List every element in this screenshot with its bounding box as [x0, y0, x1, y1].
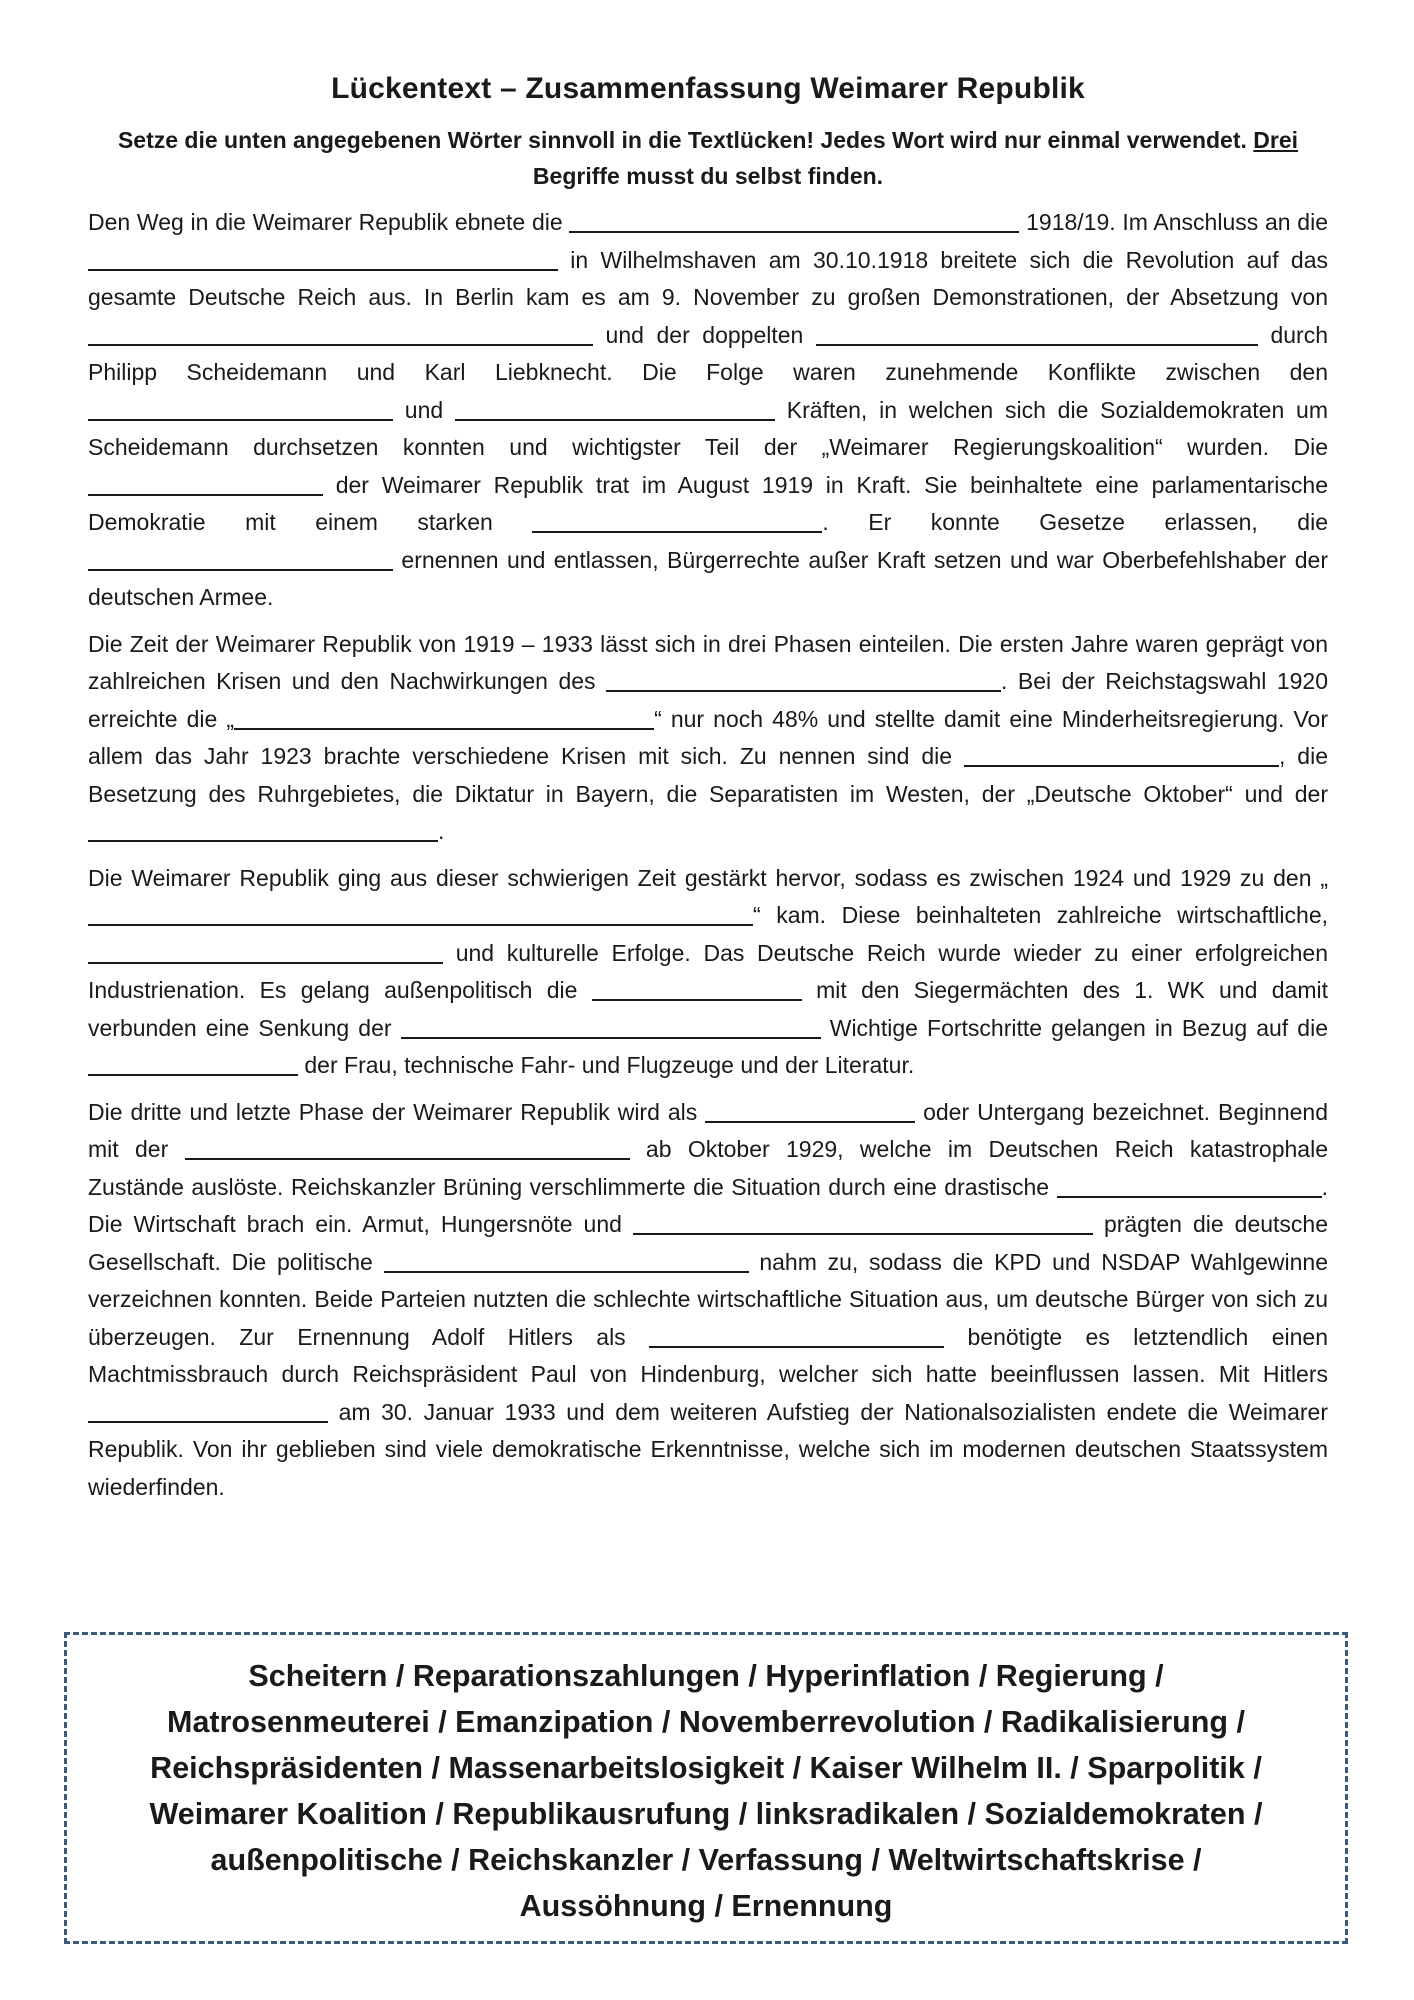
text-segment: Die dritte und letzte Phase der Weimarer Republik wird als [88, 1098, 706, 1125]
instruction-text: Setze die unten angegebenen Wörter sinnvoll in die Textlücken! Jedes Wort wird nur einmal verwendet. [117, 127, 1254, 153]
text-segment: Kräften, in welchen sich die Sozialdemokraten um Scheidemann durchsetzen konnten und wichtigster Teil der „Weimarer Regierungskoalition“ wurden. Die [88, 396, 1328, 460]
text-segment: mit den Siegermächten des 1. WK und damit verbunden eine Senkung der [88, 977, 1328, 1041]
word-bank-line: Aussöhnung / Ernennung [519, 1889, 893, 1923]
blank[interactable] [532, 508, 822, 533]
blank[interactable] [88, 471, 323, 496]
text-segment: Den Weg in die Weimarer Republik ebnete die [88, 209, 570, 235]
text-segment: “ nur noch 48% und stellte damit eine Minderheitsregierung. Vor allem das Jahr 1923 brachte verschiedene Krisen mit sich. Zu nennen sind die [88, 705, 1328, 769]
text-segment: am 30. Januar 1933 und dem weiteren Aufstieg der Nationalsozialisten endete die Weimarer Republik. Von ihr geblieben sind viele demokratische Erkenntnisse, welche sich im modernen deutschen Staatssystem wiederfinden. [88, 1398, 1328, 1500]
blank[interactable] [816, 321, 1258, 346]
blank[interactable] [88, 546, 393, 571]
blank[interactable] [964, 742, 1279, 767]
text-segment: . Bei der Reichstagswahl 1920 erreichte die „ [88, 668, 1328, 732]
text-segment: und [393, 396, 455, 423]
blank[interactable] [88, 939, 443, 964]
paragraph-2 [88, 626, 1328, 851]
page-title: Lückentext – Zusammenfassung Weimarer Republik [331, 72, 1085, 105]
paragraph-1 [88, 204, 1328, 617]
text-segment: . [438, 818, 445, 844]
word-bank-line: Scheitern / Reparationszahlungen / Hyperinflation / Regierung / [248, 1659, 1164, 1693]
text-segment: ernennen und entlassen, Bürgerrechte außer Kraft setzen und war Oberbefehlshaber der deutschen Armee. [88, 546, 1328, 610]
text-segment: durch Philipp Scheidemann und Karl Liebknecht. Die Folge waren zunehmende Konflikte zwischen den [88, 321, 1328, 385]
blank[interactable] [88, 901, 753, 926]
text-segment: . Die Wirtschaft brach ein. Armut, Hungersnöte und [88, 1173, 1328, 1237]
paragraph-4 [88, 1094, 1328, 1507]
text-segment: und kulturelle Erfolge. Das Deutsche Reich wurde wieder zu einer erfolgreichen Industrienation. Es gelang außenpolitisch die [88, 939, 1328, 1003]
text-segment: . Er konnte Gesetze erlassen, die [822, 509, 1328, 535]
worksheet [88, 72, 1328, 1515]
instruction-underlined: Drei [1253, 127, 1299, 153]
text-segment: Wichtige Fortschritte gelangen in Bezug auf die [820, 1014, 1328, 1041]
blank[interactable] [592, 976, 802, 1001]
text-segment: , die Besetzung des Ruhrgebietes, die Diktatur in Bayern, die Separatisten im Westen, der „Deutsche Oktober“ und der [88, 743, 1328, 807]
blank[interactable] [705, 1098, 915, 1123]
word-bank-line: Matrosenmeuterei / Emanzipation / Novemberrevolution / Radikalisierung / [167, 1705, 1245, 1739]
text-segment: nahm zu, sodass die KPD und NSDAP Wahlgewinne verzeichnen konnten. Beide Parteien nutzten die schlechte wirtschaftliche Situation aus, um deutsche Bürger von sich zu überzeugen. Zur Ernennung Adolf Hitlers als [88, 1248, 1329, 1350]
text-segment: 1918/19. Im Anschluss an die [1019, 209, 1328, 235]
text-segment: der Weimarer Republik trat im August 1919 in Kraft. Sie beinhaltete eine parlamentarische Demokratie mit einem starken [88, 471, 1328, 535]
word-bank-line: außenpolitische / Reichskanzler / Verfassung / Weltwirtschaftskrise / [210, 1843, 1202, 1877]
blank[interactable] [401, 1014, 821, 1039]
blank[interactable] [88, 246, 558, 271]
blank[interactable] [88, 321, 593, 346]
paragraph-3 [88, 860, 1328, 1085]
text-segment: benötigte es letztendlich einen Machtmissbrauch durch Reichspräsident Paul von Hindenburg, welcher sich hatte beeinflussen lassen. Mit Hitlers [88, 1323, 1328, 1387]
text-segment: Die Zeit der Weimarer Republik von 1919 – 1933 lässt sich in drei Phasen einteilen. Die ersten Jahre waren geprägt von zahlreichen Krisen und den Nachwirkungen des [88, 630, 1328, 694]
blank[interactable] [384, 1248, 749, 1273]
blank[interactable] [88, 1398, 328, 1423]
word-bank-line: Weimarer Koalition / Republikausrufung / linksradikalen / Sozialdemokraten / [149, 1797, 1263, 1831]
blank[interactable] [569, 208, 1019, 233]
blank[interactable] [455, 396, 775, 421]
text-segment: ab Oktober 1929, welche im Deutschen Reich katastrophale Zustände auslöste. Reichskanzler Brüning verschlimmerte die Situation durch eine drastische [88, 1136, 1328, 1200]
blank[interactable] [606, 667, 1001, 692]
word-bank-line: Reichspräsidenten / Massenarbeitslosigkeit / Kaiser Wilhelm II. / Sparpolitik / [150, 1751, 1262, 1785]
blank[interactable] [88, 817, 438, 842]
text-segment: oder Untergang bezeichnet. Beginnend mit der [88, 1098, 1328, 1162]
text-segment: Die Weimarer Republik ging aus dieser schwierigen Zeit gestärkt hervor, sodass es zwischen 1924 und 1929 zu den „ [88, 864, 1328, 891]
text-segment: prägten die deutsche Gesellschaft. Die politische [88, 1211, 1328, 1275]
text-segment: in Wilhelmshaven am 30.10.1918 breitete sich die Revolution auf das gesamte Deutsche Reich aus. In Berlin kam es am 9. November zu großen Demonstrationen, der Absetzung von [88, 246, 1328, 310]
instructions [88, 122, 1328, 194]
blank[interactable] [1057, 1173, 1322, 1198]
text-segment: und der doppelten [593, 321, 816, 348]
instruction-text-end: Begriffe musst du selbst finden. [532, 163, 884, 189]
text-segment: “ kam. Diese beinhalteten zahlreiche wirtschaftliche, [753, 902, 1328, 928]
text-segment: der Frau, technische Fahr- und Flugzeuge und der Literatur. [298, 1052, 915, 1078]
blank[interactable] [649, 1323, 944, 1348]
blank[interactable] [633, 1210, 1093, 1235]
blank[interactable] [88, 396, 393, 421]
word-bank [64, 1632, 1348, 1944]
blank[interactable] [234, 705, 654, 730]
blank[interactable] [185, 1135, 630, 1160]
blank[interactable] [88, 1051, 298, 1076]
